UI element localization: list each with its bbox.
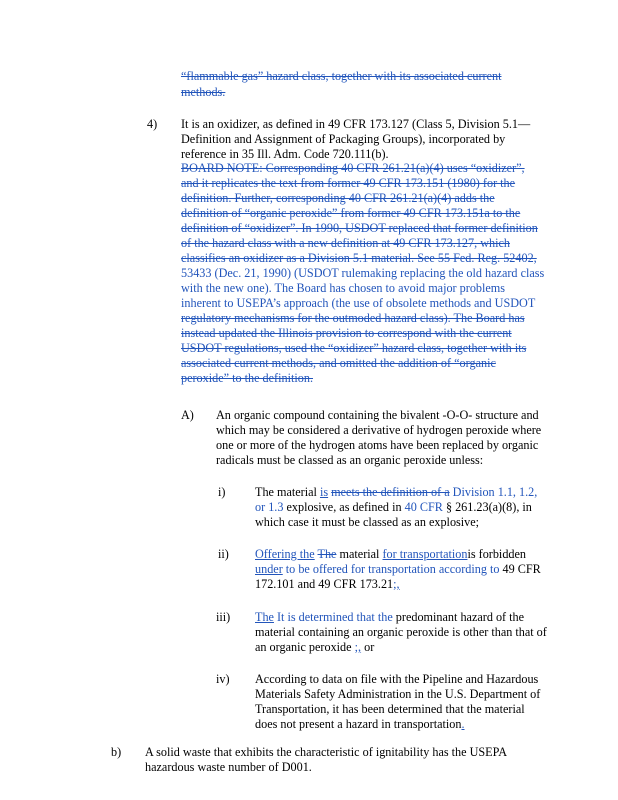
board-note-line: associated current methods, and omitted the addition of “organic: [181, 356, 496, 370]
item-ii-text: Offering the The material for transportationis forbidden: [255, 547, 527, 561]
board-note-line: definition of “oxidizer”. In 1990, USDOT replaced that former definition: [181, 221, 538, 235]
item-i-number: i): [218, 485, 226, 499]
item-b-number: b): [111, 745, 122, 759]
item-iv-text: According to data on file with the Pipeline and Hazardous: [255, 672, 539, 686]
item-a-text: which may be considered a derivative of hydrogen peroxide where: [216, 423, 542, 437]
item-iv-number: iv): [216, 672, 230, 686]
item-a-text: radicals must be classed as an organic peroxide unless:: [216, 453, 484, 467]
item-i-text: which case it must be classed as an explosive;: [255, 515, 480, 529]
board-note-line: USDOT regulations, used the “oxidizer” hazard class, together with its: [181, 341, 527, 355]
item-ii-text: 172.101 and 49 CFR 173.21;,: [255, 577, 400, 591]
board-note-line: definition of “organic peroxide” from former 49 CFR 173.151a to the: [181, 206, 521, 220]
item-iii-text: The It is determined that the predominant hazard of the: [255, 610, 525, 624]
board-note-line: definition. Further, corresponding 40 CFR 261.21(a)(4) adds the: [181, 191, 495, 205]
item-iii-text: material containing an organic peroxide is other than that of: [255, 625, 547, 639]
item-ii-number: ii): [218, 547, 229, 561]
board-note-line: regulatory mechanisms for the outmoded hazard class). The Board has: [181, 311, 525, 325]
item-4-text: reference in 35 Ill. Adm. Code 720.111(b).: [181, 147, 389, 161]
item-a-number: A): [181, 408, 194, 422]
struck-text-line: “flammable gas” hazard class, together with its associated current: [181, 69, 502, 83]
item-iv-text: does not present a hazard in transportation.: [255, 717, 465, 731]
item-b-text: A solid waste that exhibits the characteristic of ignitability has the USEPA: [145, 745, 508, 759]
item-b-text: hazardous waste number of D001.: [145, 760, 312, 774]
item-iv-text: Transportation, it has been determined that the material: [255, 702, 525, 716]
board-note-line: peroxide” to the definition.: [181, 371, 313, 385]
board-note-line: 53433 (Dec. 21, 1990) (USDOT rulemaking replacing the old hazard class: [181, 266, 545, 280]
board-note-line: instead updated the Illinois provision to correspond with the current: [181, 326, 512, 340]
board-note-line: of the hazard class with a new definition at 49 CFR 173.127, which: [181, 236, 510, 250]
item-iii-text: an organic peroxide ;, or: [255, 640, 375, 654]
item-4-text: Definition and Assignment of Packaging Groups), incorporated by: [181, 132, 506, 146]
board-note-line: BOARD NOTE: Corresponding 40 CFR 261.21(a)(4) uses “oxidizer”,: [181, 161, 525, 175]
item-iv-text: Materials Safety Administration in the U.S. Department of: [255, 687, 541, 701]
item-a-text: An organic compound containing the bivalent -O-O- structure and: [216, 408, 539, 422]
item-4-number: 4): [147, 117, 158, 131]
item-i-text: The material is meets the definition of a Division 1.1, 1.2,: [255, 485, 538, 499]
item-4-text: It is an oxidizer, as defined in 49 CFR 173.127 (Class 5, Division 5.1—: [181, 117, 531, 131]
item-a-text: one or more of the hydrogen atoms have been replaced by organic: [216, 438, 539, 452]
item-iii-number: iii): [216, 610, 231, 624]
board-note-line: inherent to USEPA’s approach (the use of obsolete methods and USDOT: [181, 296, 536, 310]
board-note-line: and it replicates the text from former 49 CFR 173.151 (1980) for the: [181, 176, 516, 190]
board-note-line: with the new one). The Board has chosen to avoid major problems: [181, 281, 506, 295]
item-i-text: or 1.3 explosive, as defined in 40 CFR § 261.23(a)(8), in: [255, 500, 532, 514]
struck-text-line: methods.: [181, 85, 226, 99]
item-ii-text: under to be offered for transportation according to 49 CFR: [255, 562, 541, 576]
board-note-line: classifies an oxidizer as a Division 5.1 material. See 55 Fed. Reg. 52402,: [181, 251, 537, 265]
